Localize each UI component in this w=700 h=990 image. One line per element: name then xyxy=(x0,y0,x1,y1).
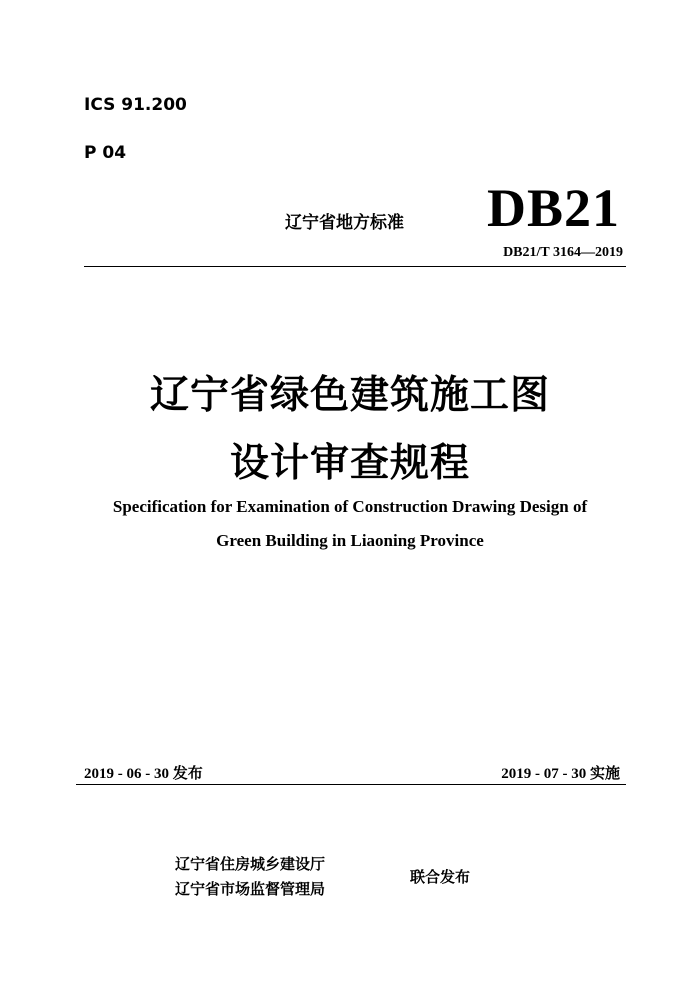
title-en-line1: Specification for Examination of Construction Drawing Design of xyxy=(112,497,588,516)
footer-divider xyxy=(76,784,626,785)
publish-date: 2019 - 06 - 30 发布 xyxy=(84,766,203,782)
effective-date: 2019 - 07 - 30 实施 xyxy=(501,766,620,782)
title-en-line2: Green Building in Liaoning Province xyxy=(216,531,484,550)
title-zh-line1: 辽宁省绿色建筑施工图 xyxy=(149,373,550,418)
standard-label: 辽宁省地方标准 xyxy=(285,213,404,233)
db-code: DB21 xyxy=(486,178,620,238)
standard-number: DB21/T 3164—2019 xyxy=(503,245,623,260)
issuer-market-supervision: 辽宁省市场监督管理局 xyxy=(175,880,326,898)
joint-issue-label: 联合发布 xyxy=(410,868,471,886)
title-zh-line2: 设计审查规程 xyxy=(229,441,470,486)
ics-code: ICS 91.200 xyxy=(84,95,187,115)
header-divider xyxy=(84,266,626,267)
ccs-code: P 04 xyxy=(84,143,127,163)
issuer-housing-department: 辽宁省住房城乡建设厅 xyxy=(175,855,326,873)
